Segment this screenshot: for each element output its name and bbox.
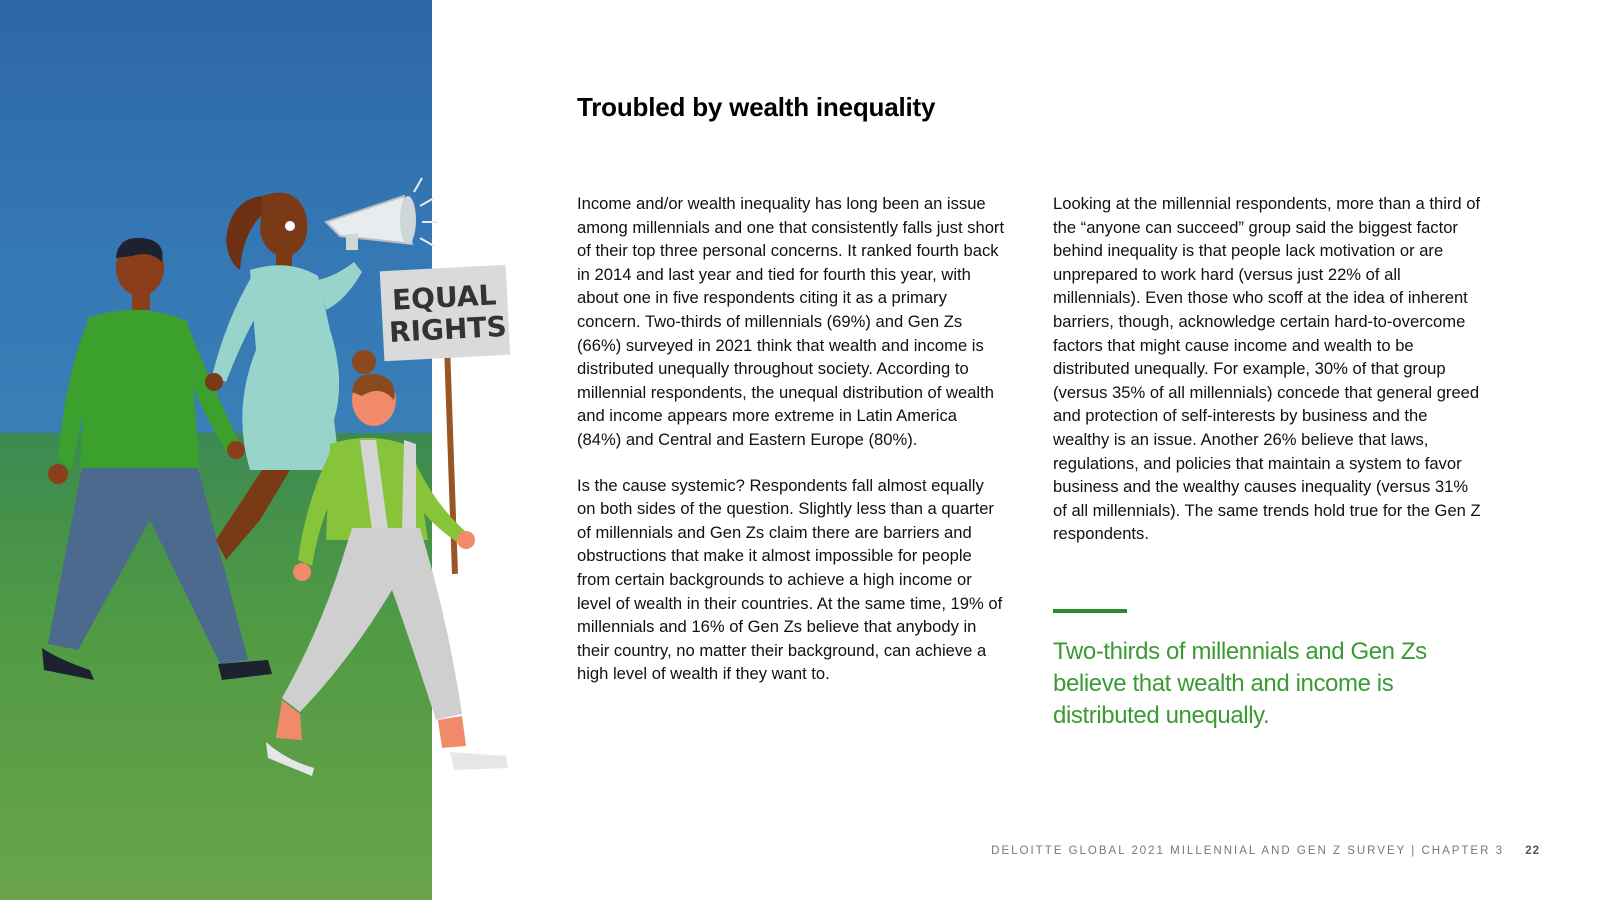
paragraph: Looking at the millennial respondents, more than a third of the “anyone can succeed” group said the biggest factor behind inequality is that people lack motivation or are unprepared to work hard (versus just 22% of all millennials). Even those who scoff at the idea of inherent barriers, though, acknowledge certain hard-to-overcome factors that might cause income and wealth to be distributed unequally. For example, 30% of that group (versus 35% of all millennials) concede that general greed and protection of self-interests by business and the wealthy is an issue. Another 26% believe that laws, regulations, and policies that maintain a system to favor business and the wealthy causes inequality (versus 31% of all millennials). The same trends hold true for the Gen Z respondents. [1053, 194, 1481, 544]
paragraph: Is the cause systemic? Respondents fall almost equally on both sides of the question. Slightly less than a quarter of millennials and Gen Zs claim there are barriers and obstructions that make it almost impossible for people from certain backgrounds to achieve a high income or level of wealth in their countries. At the same time, 19% of millennials and 16% of Gen Zs believe that anybody in their country, no matter their background, can achieve a high level of wealth if they want to. [577, 475, 1003, 684]
right-column [1053, 192, 1485, 568]
footer-text: DELOITTE GLOBAL 2021 MILLENNIAL AND GEN Z SURVEY | CHAPTER 3 [991, 845, 1504, 857]
protest-illustration [0, 0, 520, 900]
sign-text-line2: RIGHTS [388, 309, 508, 349]
left-column [577, 192, 1005, 708]
pull-quote-rule [1053, 609, 1127, 613]
page-footer [991, 845, 1540, 857]
page-number: 22 [1525, 845, 1540, 857]
pull-quote: Two-thirds of millennials and Gen Zs believe that wealth and income is distributed unequally. [1053, 638, 1427, 729]
paragraph: Income and/or wealth inequality has long been an issue among millennials and one that consistently falls just short of their top three personal concerns. It ranked fourth back in 2014 and last year and tied for fourth this year, with about one in five respondents citing it as a primary concern. Two-thirds of millennials (69%) and Gen Zs (66%) surveyed in 2021 think that wealth and income is distributed unequally throughout society. According to millennial respondents, the unequal distribution of wealth and income appears more extreme in Latin America (84%) and Central and Eastern Europe (80%). [577, 194, 1005, 449]
sign-text-line1: EQUAL [391, 278, 498, 317]
page-title: Troubled by wealth inequality [577, 92, 936, 122]
